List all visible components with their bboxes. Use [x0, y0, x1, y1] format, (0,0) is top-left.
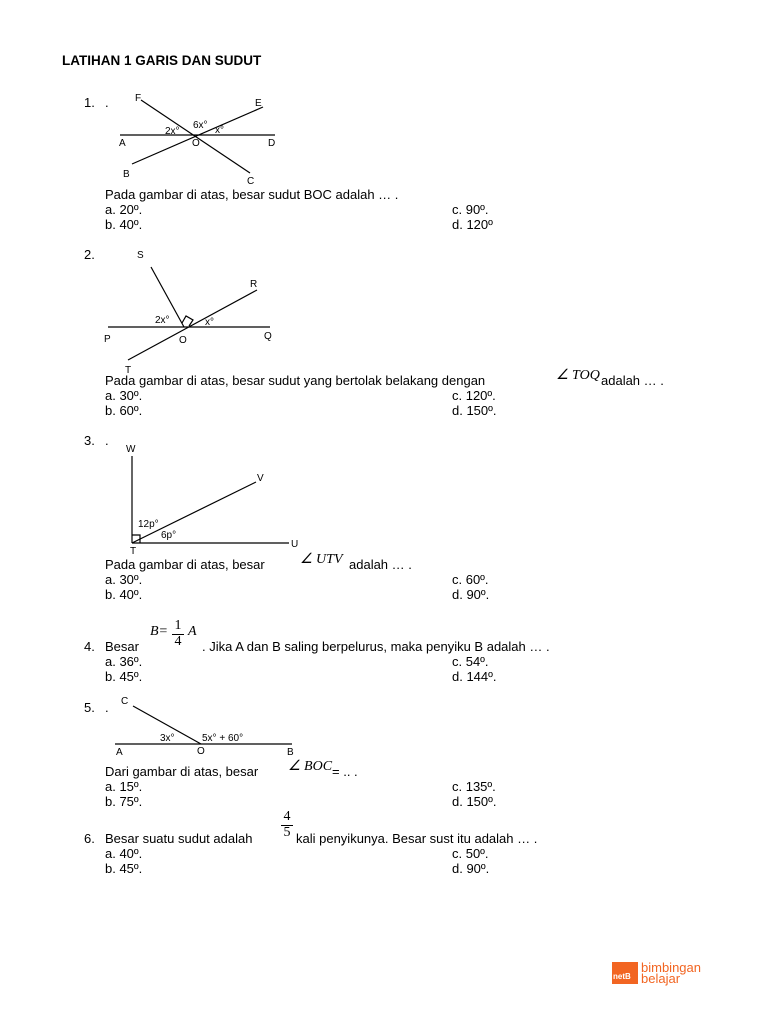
question-5-text-end: = .. . — [332, 764, 358, 779]
formula-lhs: B= — [150, 624, 168, 639]
question-2-text: Pada gambar di atas, besar sudut yang bertolak belakang dengan — [105, 373, 486, 388]
question-5-option-b: b. 75º. — [105, 794, 143, 809]
question-5-angle: ∠ BOC — [288, 759, 333, 774]
question-5-dot: . — [105, 700, 109, 715]
question-2-option-c: c. 120º. — [452, 388, 496, 403]
angle-label-x: x° — [205, 317, 214, 328]
question-5-option-c: c. 135º. — [452, 779, 496, 794]
question-1-dot: . — [105, 95, 109, 110]
question-2-angle: ∠ TOQ — [556, 368, 600, 383]
question-4-text-end: . Jika A dan B saling berpelurus, maka penyiku B adalah … . — [202, 639, 550, 654]
page-title: LATIHAN 1 GARIS DAN SUDUT — [62, 53, 262, 68]
question-2-option-b: b. 60º. — [105, 403, 143, 418]
logo-mark-text: netB — [613, 972, 631, 981]
label-O: O — [192, 138, 200, 149]
label-U: U — [291, 539, 299, 550]
question-6-text: Besar suatu sudut adalah — [105, 831, 253, 846]
label-D: D — [268, 138, 276, 149]
question-4-option-c: c. 54º. — [452, 654, 489, 669]
angle-label-2x: 2x° — [165, 126, 180, 137]
question-5-number: 5. — [84, 700, 95, 715]
question-3-text: Pada gambar di atas, besar — [105, 557, 265, 572]
label-W: W — [126, 444, 136, 455]
label-R: R — [250, 279, 258, 290]
question-4-option-b: b. 45º. — [105, 669, 143, 684]
label-A: A — [119, 138, 126, 149]
question-3-option-c: c. 60º. — [452, 572, 489, 587]
question-6-number: 6. — [84, 831, 95, 846]
label-C: C — [247, 176, 255, 187]
question-3-text-end: adalah … . — [349, 557, 412, 572]
angle-label-6p: 6p° — [161, 530, 177, 541]
logo-text-line1: bimbingan — [641, 960, 701, 975]
label-V: V — [257, 473, 264, 484]
label-O: O — [179, 335, 187, 346]
label-S: S — [137, 250, 144, 261]
angle-label-5x-plus-60: 5x° + 60° — [202, 733, 244, 744]
question-1-option-a: a. 20º. — [105, 202, 143, 217]
question-3-angle: ∠ UTV — [300, 552, 343, 567]
fraction-numerator: 4 — [283, 809, 291, 824]
label-B: B — [287, 747, 294, 758]
label-O: O — [197, 746, 205, 757]
logo-text-line2: belajar — [641, 971, 681, 986]
label-C: C — [121, 696, 129, 707]
question-6-option-a: a. 40º. — [105, 846, 143, 861]
question-2-number: 2. — [84, 247, 95, 262]
question-3-number: 3. — [84, 433, 95, 448]
angle-label-12p: 12p° — [138, 519, 159, 530]
question-1-text: Pada gambar di atas, besar sudut BOC adalah … . — [105, 187, 399, 202]
question-4-text: Besar — [105, 639, 139, 654]
label-B: B — [123, 169, 130, 180]
label-E: E — [255, 98, 262, 109]
question-3-option-d: d. 90º. — [452, 587, 490, 602]
label-A: A — [116, 747, 123, 758]
label-F: F — [135, 93, 142, 104]
question-2-option-a: a. 30º. — [105, 388, 143, 403]
question-2-text-end: adalah … . — [601, 373, 664, 388]
question-5-option-a: a. 15º. — [105, 779, 143, 794]
label-T: T — [130, 546, 137, 557]
question-6-option-c: c. 50º. — [452, 846, 489, 861]
question-4-option-d: d. 144º. — [452, 669, 497, 684]
formula-rhs: A — [188, 624, 197, 639]
label-Q: Q — [264, 331, 272, 342]
question-2-option-d: d. 150º. — [452, 403, 497, 418]
question-3-option-a: a. 30º. — [105, 572, 143, 587]
label-P: P — [104, 334, 111, 345]
question-6-option-b: b. 45º. — [105, 861, 143, 876]
question-5-text: Dari gambar di atas, besar — [105, 764, 259, 779]
angle-label-x: x° — [215, 125, 224, 136]
question-4-number: 4. — [84, 639, 95, 654]
logo-mark — [612, 962, 638, 984]
question-6-option-d: d. 90º. — [452, 861, 490, 876]
question-6-text-end: kali penyikunya. Besar sust itu adalah … . — [296, 831, 538, 846]
question-5-option-d: d. 150º. — [452, 794, 497, 809]
question-4-option-a: a. 36º. — [105, 654, 143, 669]
question-3-dot: . — [105, 433, 109, 448]
question-1-number: 1. — [84, 95, 95, 110]
angle-label-3x: 3x° — [160, 733, 175, 744]
fraction-denominator: 4 — [174, 634, 182, 649]
fraction-numerator: 1 — [174, 618, 182, 633]
angle-label-2x: 2x° — [155, 315, 170, 326]
question-1-option-c: c. 90º. — [452, 202, 489, 217]
question-1-option-d: d. 120º — [452, 217, 493, 232]
angle-label-6x: 6x° — [193, 120, 208, 131]
question-3-option-b: b. 40º. — [105, 587, 143, 602]
label-T: T — [125, 365, 132, 376]
fraction-denominator: 5 — [283, 825, 291, 840]
question-1-option-b: b. 40º. — [105, 217, 143, 232]
